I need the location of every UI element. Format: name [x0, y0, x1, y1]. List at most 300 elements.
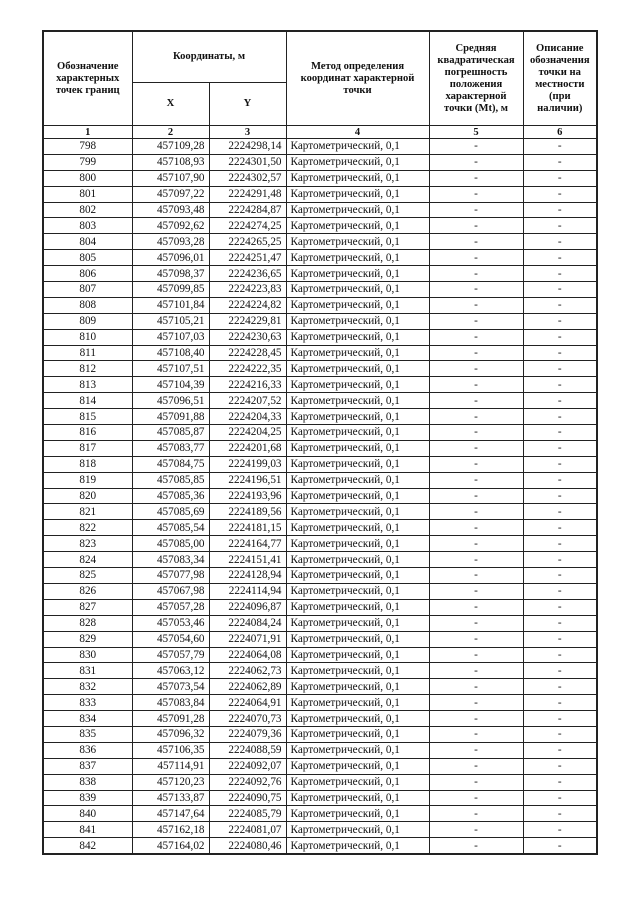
cell-method: Картометрический, 0,1: [286, 345, 429, 361]
cell-description: -: [523, 440, 597, 456]
table-row: [43, 504, 597, 520]
cell-point-id: 800: [43, 170, 132, 186]
cell-error: -: [429, 774, 523, 790]
cell-description: -: [523, 234, 597, 250]
cell-description: -: [523, 663, 597, 679]
cell-point-id: 839: [43, 790, 132, 806]
cell-method: Картометрический, 0,1: [286, 250, 429, 266]
cell-description: -: [523, 456, 597, 472]
cell-coord-y: 2224080,46: [209, 838, 286, 854]
cell-coord-x: 457108,40: [132, 345, 209, 361]
cell-description: -: [523, 488, 597, 504]
cell-coord-x: 457085,36: [132, 488, 209, 504]
table-row: [43, 599, 597, 615]
cell-error: -: [429, 504, 523, 520]
cell-error: -: [429, 520, 523, 536]
cell-error: -: [429, 329, 523, 345]
table-row: [43, 234, 597, 250]
cell-coord-x: 457057,28: [132, 599, 209, 615]
cell-coord-x: 457164,02: [132, 838, 209, 854]
cell-description: -: [523, 806, 597, 822]
cell-coord-y: 2224291,48: [209, 186, 286, 202]
cell-description: -: [523, 726, 597, 742]
cell-point-id: 823: [43, 536, 132, 552]
table-row: [43, 313, 597, 329]
cell-point-id: 804: [43, 234, 132, 250]
cell-error: -: [429, 345, 523, 361]
cell-coord-y: 2224096,87: [209, 599, 286, 615]
table-row: [43, 711, 597, 727]
cell-description: -: [523, 345, 597, 361]
cell-point-id: 806: [43, 266, 132, 282]
cell-coord-x: 457107,03: [132, 329, 209, 345]
cell-point-id: 833: [43, 695, 132, 711]
table-row: [43, 361, 597, 377]
cell-coord-y: 2224302,57: [209, 170, 286, 186]
cell-coord-x: 457085,54: [132, 520, 209, 536]
cell-coord-x: 457093,48: [132, 202, 209, 218]
cell-coord-y: 2224274,25: [209, 218, 286, 234]
cell-error: -: [429, 663, 523, 679]
table-row: [43, 536, 597, 552]
header-num-6: 6: [523, 126, 597, 139]
cell-method: Картометрический, 0,1: [286, 536, 429, 552]
cell-coord-y: 2224284,87: [209, 202, 286, 218]
cell-description: -: [523, 615, 597, 631]
header-point: Обозначение характерных точек границ: [43, 31, 132, 126]
cell-coord-x: 457120,23: [132, 774, 209, 790]
cell-description: -: [523, 758, 597, 774]
cell-point-id: 815: [43, 409, 132, 425]
cell-method: Картометрический, 0,1: [286, 742, 429, 758]
cell-description: -: [523, 695, 597, 711]
table-row: [43, 806, 597, 822]
cell-coord-x: 457162,18: [132, 822, 209, 838]
cell-coord-x: 457085,69: [132, 504, 209, 520]
cell-coord-x: 457101,84: [132, 297, 209, 313]
cell-coord-x: 457104,39: [132, 377, 209, 393]
header-num-2: 2: [132, 126, 209, 139]
cell-error: -: [429, 472, 523, 488]
table-row: [43, 282, 597, 298]
cell-coord-x: 457073,54: [132, 679, 209, 695]
cell-error: -: [429, 488, 523, 504]
cell-coord-y: 2224189,56: [209, 504, 286, 520]
table-row: [43, 266, 597, 282]
table-row: [43, 790, 597, 806]
table-row: [43, 202, 597, 218]
table-row: [43, 631, 597, 647]
cell-coord-x: 457057,79: [132, 647, 209, 663]
cell-point-id: 828: [43, 615, 132, 631]
cell-error: -: [429, 536, 523, 552]
cell-method: Картометрический, 0,1: [286, 234, 429, 250]
cell-point-id: 808: [43, 297, 132, 313]
cell-point-id: 825: [43, 568, 132, 584]
table-row: [43, 139, 597, 155]
cell-method: Картометрический, 0,1: [286, 504, 429, 520]
cell-error: -: [429, 186, 523, 202]
cell-description: -: [523, 552, 597, 568]
cell-description: -: [523, 838, 597, 854]
cell-point-id: 802: [43, 202, 132, 218]
cell-coord-y: 2224088,59: [209, 742, 286, 758]
table-row: [43, 218, 597, 234]
cell-coord-x: 457085,85: [132, 472, 209, 488]
table-row: [43, 250, 597, 266]
cell-method: Картометрический, 0,1: [286, 647, 429, 663]
cell-coord-x: 457085,87: [132, 425, 209, 441]
cell-description: -: [523, 647, 597, 663]
cell-method: Картометрический, 0,1: [286, 583, 429, 599]
cell-coord-x: 457098,37: [132, 266, 209, 282]
cell-error: -: [429, 393, 523, 409]
cell-error: -: [429, 758, 523, 774]
table-row: [43, 345, 597, 361]
cell-point-id: 819: [43, 472, 132, 488]
cell-point-id: 837: [43, 758, 132, 774]
cell-coord-x: 457063,12: [132, 663, 209, 679]
header-num-5: 5: [429, 126, 523, 139]
cell-point-id: 801: [43, 186, 132, 202]
cell-coord-y: 2224114,94: [209, 583, 286, 599]
table-row: [43, 520, 597, 536]
cell-point-id: 822: [43, 520, 132, 536]
cell-description: -: [523, 154, 597, 170]
cell-coord-x: 457091,28: [132, 711, 209, 727]
table-row: [43, 774, 597, 790]
cell-description: -: [523, 504, 597, 520]
table-row: [43, 679, 597, 695]
cell-error: -: [429, 615, 523, 631]
cell-error: -: [429, 822, 523, 838]
cell-coord-y: 2224193,96: [209, 488, 286, 504]
cell-coord-x: 457133,87: [132, 790, 209, 806]
cell-description: -: [523, 282, 597, 298]
cell-point-id: 814: [43, 393, 132, 409]
cell-description: -: [523, 393, 597, 409]
cell-coord-y: 2224196,51: [209, 472, 286, 488]
cell-method: Картометрический, 0,1: [286, 456, 429, 472]
cell-point-id: 832: [43, 679, 132, 695]
cell-coord-x: 457083,84: [132, 695, 209, 711]
cell-description: -: [523, 822, 597, 838]
cell-error: -: [429, 806, 523, 822]
table-row: [43, 615, 597, 631]
cell-error: -: [429, 440, 523, 456]
cell-point-id: 834: [43, 711, 132, 727]
header-num-4: 4: [286, 126, 429, 139]
cell-point-id: 810: [43, 329, 132, 345]
cell-method: Картометрический, 0,1: [286, 297, 429, 313]
cell-coord-y: 2224064,91: [209, 695, 286, 711]
table-row: [43, 297, 597, 313]
cell-point-id: 805: [43, 250, 132, 266]
cell-coord-y: 2224230,63: [209, 329, 286, 345]
cell-coord-x: 457105,21: [132, 313, 209, 329]
cell-coord-x: 457096,32: [132, 726, 209, 742]
cell-coord-x: 457147,64: [132, 806, 209, 822]
cell-method: Картометрический, 0,1: [286, 711, 429, 727]
cell-method: Картометрический, 0,1: [286, 329, 429, 345]
cell-method: Картометрический, 0,1: [286, 806, 429, 822]
cell-error: -: [429, 711, 523, 727]
cell-method: Картометрический, 0,1: [286, 663, 429, 679]
cell-coord-x: 457083,34: [132, 552, 209, 568]
cell-coord-x: 457114,91: [132, 758, 209, 774]
table-row: [43, 838, 597, 854]
cell-error: -: [429, 790, 523, 806]
cell-description: -: [523, 583, 597, 599]
cell-description: -: [523, 568, 597, 584]
cell-description: -: [523, 536, 597, 552]
cell-point-id: 840: [43, 806, 132, 822]
table-row: [43, 377, 597, 393]
cell-coord-x: 457096,51: [132, 393, 209, 409]
cell-description: -: [523, 250, 597, 266]
cell-method: Картометрический, 0,1: [286, 774, 429, 790]
cell-point-id: 835: [43, 726, 132, 742]
cell-point-id: 811: [43, 345, 132, 361]
cell-coord-y: 2224081,07: [209, 822, 286, 838]
cell-method: Картометрический, 0,1: [286, 440, 429, 456]
cell-coord-y: 2224236,65: [209, 266, 286, 282]
cell-description: -: [523, 313, 597, 329]
cell-coord-y: 2224216,33: [209, 377, 286, 393]
cell-method: Картометрический, 0,1: [286, 615, 429, 631]
cell-error: -: [429, 695, 523, 711]
table-header: [43, 31, 597, 139]
cell-error: -: [429, 568, 523, 584]
cell-description: -: [523, 679, 597, 695]
cell-point-id: 816: [43, 425, 132, 441]
cell-point-id: 838: [43, 774, 132, 790]
cell-coord-y: 2224090,75: [209, 790, 286, 806]
cell-coord-x: 457085,00: [132, 536, 209, 552]
cell-coord-x: 457091,88: [132, 409, 209, 425]
table-row: [43, 154, 597, 170]
cell-error: -: [429, 425, 523, 441]
cell-description: -: [523, 329, 597, 345]
cell-error: -: [429, 409, 523, 425]
cell-point-id: 821: [43, 504, 132, 520]
cell-coord-x: 457108,93: [132, 154, 209, 170]
table-row: [43, 663, 597, 679]
cell-point-id: 829: [43, 631, 132, 647]
cell-error: -: [429, 552, 523, 568]
cell-description: -: [523, 139, 597, 155]
cell-point-id: 798: [43, 139, 132, 155]
cell-error: -: [429, 599, 523, 615]
table-row: [43, 647, 597, 663]
cell-point-id: 818: [43, 456, 132, 472]
cell-description: -: [523, 711, 597, 727]
cell-method: Картометрический, 0,1: [286, 186, 429, 202]
cell-error: -: [429, 647, 523, 663]
table-row: [43, 583, 597, 599]
cell-method: Картометрический, 0,1: [286, 758, 429, 774]
cell-description: -: [523, 631, 597, 647]
cell-coord-y: 2224223,83: [209, 282, 286, 298]
cell-method: Картометрический, 0,1: [286, 822, 429, 838]
coordinates-table: [42, 30, 598, 855]
table-row: [43, 822, 597, 838]
cell-method: Картометрический, 0,1: [286, 139, 429, 155]
cell-error: -: [429, 726, 523, 742]
cell-error: -: [429, 456, 523, 472]
cell-point-id: 807: [43, 282, 132, 298]
cell-point-id: 831: [43, 663, 132, 679]
table-row: [43, 170, 597, 186]
table-body: [43, 139, 597, 855]
cell-method: Картометрический, 0,1: [286, 599, 429, 615]
cell-point-id: 813: [43, 377, 132, 393]
table-row: [43, 329, 597, 345]
cell-coord-y: 2224064,08: [209, 647, 286, 663]
cell-coord-x: 457107,90: [132, 170, 209, 186]
cell-coord-y: 2224181,15: [209, 520, 286, 536]
table-row: [43, 758, 597, 774]
cell-description: -: [523, 409, 597, 425]
cell-method: Картометрический, 0,1: [286, 425, 429, 441]
cell-error: -: [429, 297, 523, 313]
cell-method: Картометрический, 0,1: [286, 679, 429, 695]
cell-coord-x: 457097,22: [132, 186, 209, 202]
cell-method: Картометрический, 0,1: [286, 472, 429, 488]
cell-description: -: [523, 520, 597, 536]
cell-coord-y: 2224128,94: [209, 568, 286, 584]
cell-coord-y: 2224301,50: [209, 154, 286, 170]
table-row: [43, 695, 597, 711]
cell-coord-y: 2224164,77: [209, 536, 286, 552]
document-page: [42, 30, 596, 855]
cell-method: Картометрический, 0,1: [286, 409, 429, 425]
cell-description: -: [523, 377, 597, 393]
cell-point-id: 827: [43, 599, 132, 615]
table-row: [43, 409, 597, 425]
cell-coord-y: 2224084,24: [209, 615, 286, 631]
cell-error: -: [429, 583, 523, 599]
header-num-3: 3: [209, 126, 286, 139]
cell-description: -: [523, 742, 597, 758]
cell-error: -: [429, 154, 523, 170]
table-row: [43, 186, 597, 202]
cell-coord-y: 2224092,76: [209, 774, 286, 790]
cell-coord-y: 2224204,25: [209, 425, 286, 441]
cell-method: Картометрический, 0,1: [286, 488, 429, 504]
cell-description: -: [523, 170, 597, 186]
cell-method: Картометрический, 0,1: [286, 313, 429, 329]
cell-coord-x: 457109,28: [132, 139, 209, 155]
cell-point-id: 817: [43, 440, 132, 456]
cell-coord-y: 2224222,35: [209, 361, 286, 377]
cell-description: -: [523, 599, 597, 615]
cell-coord-y: 2224151,41: [209, 552, 286, 568]
cell-coord-x: 457053,46: [132, 615, 209, 631]
cell-method: Картометрический, 0,1: [286, 170, 429, 186]
cell-coord-x: 457099,85: [132, 282, 209, 298]
cell-method: Картометрический, 0,1: [286, 202, 429, 218]
cell-coord-x: 457106,35: [132, 742, 209, 758]
cell-coord-y: 2224070,73: [209, 711, 286, 727]
cell-error: -: [429, 679, 523, 695]
cell-description: -: [523, 218, 597, 234]
cell-description: -: [523, 361, 597, 377]
cell-point-id: 799: [43, 154, 132, 170]
cell-description: -: [523, 202, 597, 218]
cell-coord-x: 457092,62: [132, 218, 209, 234]
cell-coord-y: 2224199,03: [209, 456, 286, 472]
cell-error: -: [429, 202, 523, 218]
cell-point-id: 826: [43, 583, 132, 599]
cell-coord-x: 457083,77: [132, 440, 209, 456]
cell-point-id: 836: [43, 742, 132, 758]
cell-method: Картометрический, 0,1: [286, 838, 429, 854]
cell-error: -: [429, 218, 523, 234]
cell-method: Картометрический, 0,1: [286, 552, 429, 568]
cell-error: -: [429, 282, 523, 298]
cell-error: -: [429, 838, 523, 854]
cell-method: Картометрический, 0,1: [286, 631, 429, 647]
cell-method: Картометрический, 0,1: [286, 282, 429, 298]
cell-error: -: [429, 170, 523, 186]
header-method: Метод определения координат характерной точки: [286, 31, 429, 126]
cell-error: -: [429, 631, 523, 647]
table-row: [43, 472, 597, 488]
cell-description: -: [523, 297, 597, 313]
header-description: Описание обозначения точки на местности (при наличии): [523, 31, 597, 126]
cell-coord-y: 2224062,73: [209, 663, 286, 679]
cell-error: -: [429, 250, 523, 266]
cell-coord-x: 457077,98: [132, 568, 209, 584]
cell-error: -: [429, 742, 523, 758]
cell-coord-x: 457054,60: [132, 631, 209, 647]
header-num-1: 1: [43, 126, 132, 139]
cell-description: -: [523, 472, 597, 488]
cell-method: Картометрический, 0,1: [286, 266, 429, 282]
cell-point-id: 842: [43, 838, 132, 854]
cell-description: -: [523, 266, 597, 282]
cell-method: Картометрический, 0,1: [286, 377, 429, 393]
cell-description: -: [523, 186, 597, 202]
cell-point-id: 809: [43, 313, 132, 329]
table-row: [43, 440, 597, 456]
cell-description: -: [523, 790, 597, 806]
cell-method: Картометрический, 0,1: [286, 695, 429, 711]
header-coordinates: Координаты, м: [132, 31, 286, 83]
cell-point-id: 803: [43, 218, 132, 234]
cell-error: -: [429, 313, 523, 329]
cell-point-id: 841: [43, 822, 132, 838]
cell-coord-y: 2224204,33: [209, 409, 286, 425]
cell-method: Картометрический, 0,1: [286, 568, 429, 584]
cell-error: -: [429, 266, 523, 282]
cell-coord-y: 2224298,14: [209, 139, 286, 155]
cell-point-id: 830: [43, 647, 132, 663]
cell-coord-y: 2224265,25: [209, 234, 286, 250]
table-row: [43, 568, 597, 584]
cell-coord-y: 2224071,91: [209, 631, 286, 647]
cell-coord-x: 457093,28: [132, 234, 209, 250]
cell-coord-y: 2224251,47: [209, 250, 286, 266]
cell-coord-y: 2224207,52: [209, 393, 286, 409]
cell-description: -: [523, 774, 597, 790]
cell-method: Картометрический, 0,1: [286, 790, 429, 806]
cell-coord-x: 457096,01: [132, 250, 209, 266]
table-row: [43, 742, 597, 758]
cell-description: -: [523, 425, 597, 441]
table-row: [43, 456, 597, 472]
